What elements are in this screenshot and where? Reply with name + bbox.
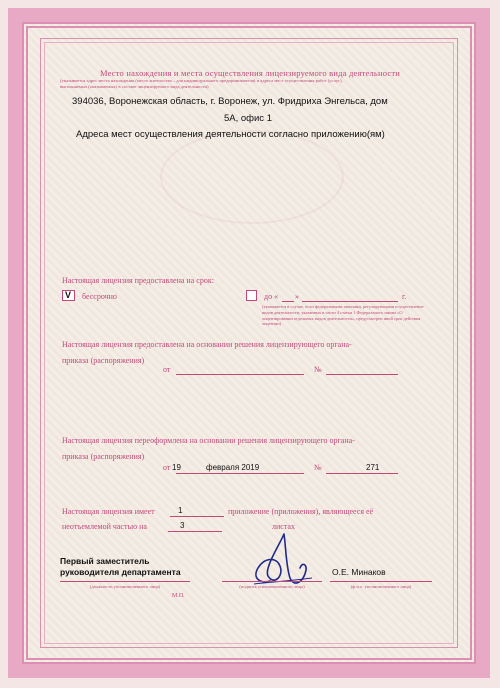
until-date-line <box>302 301 398 302</box>
basis-no-label: № <box>314 365 322 374</box>
appendix-count: 1 <box>178 506 183 515</box>
term-note: (указывается в случае, если федеральными законами, регулирующими осуществление видов деятельности, указанных в части 4 статьи 1 Федерального закона «О лицензировании отдельных видов деятельности», предусмотрен иной срок действия лицензии) <box>262 304 424 327</box>
signature-line <box>222 581 322 582</box>
reissue-date-day: 19 <box>172 463 181 472</box>
unlimited-checkbox <box>62 290 75 301</box>
signer-name: О.Е. Минаков <box>332 567 386 577</box>
basis-line-2: приказа (распоряжения) <box>62 356 145 365</box>
reissue-line-2: приказа (распоряжения) <box>62 452 145 461</box>
reissue-line-1: Настоящая лицензия переоформлена на основании решения лицензирующего органа- <box>62 436 355 445</box>
reissue-date-month-year: февраля 2019 <box>206 463 260 472</box>
appendix-sheets-line <box>168 531 222 532</box>
check-mark: V <box>65 290 72 300</box>
basis-from-label: от <box>163 365 171 374</box>
appendix-text-2: приложение (приложения), являющееся её <box>228 507 374 516</box>
appendix-text-3: неотъемлемой частью на <box>62 522 147 531</box>
caption-signature: (подпись уполномоченного лица) <box>239 584 305 589</box>
signer-position-line-2: руководителя департамента <box>60 567 181 577</box>
appendix-text-4: листах <box>272 522 295 531</box>
mp-label: М.П. <box>172 593 185 599</box>
header-title: Место нахождения и места осуществления лицензируемого вида деятельности <box>99 68 401 78</box>
caption-name: (ф.и.о. уполномоченного лица) <box>350 584 412 589</box>
basis-date-line <box>176 374 304 375</box>
name-line <box>330 581 432 582</box>
term-limited-checkbox <box>246 290 257 301</box>
appendix-sheets: 3 <box>180 521 185 530</box>
address-line-1: 394036, Воронежская область, г. Воронеж, ул. Фридриха Энгельса, дом <box>72 96 388 107</box>
watermark-emblem <box>160 130 344 224</box>
header-note-1: (указывается адрес места нахождения (место жительства – для индивидуального предпринимателя) и адреса мест осуществления работ (услуг), <box>60 78 343 83</box>
address-line-3: Адреса мест осуществления деятельности согласно приложению(ям) <box>76 129 385 140</box>
appendix-count-line <box>170 516 224 517</box>
reissue-number-line <box>326 473 398 474</box>
term-year-suffix: г. <box>402 292 407 301</box>
term-label: Настоящая лицензия предоставлена на срок: <box>62 276 214 285</box>
reissue-date-line <box>176 473 304 474</box>
signer-position-line-1: Первый заместитель <box>60 556 150 566</box>
address-line-2: 5А, офис 1 <box>224 113 272 124</box>
position-line <box>60 581 190 582</box>
appendix-text-1: Настоящая лицензия имеет <box>62 507 155 516</box>
reissue-no-label: № <box>314 463 322 472</box>
reissue-number: 271 <box>366 463 380 472</box>
basis-number-line <box>326 374 398 375</box>
reissue-from-label: от <box>163 463 171 472</box>
term-until-prefix: до « <box>264 292 279 301</box>
term-until-mid: » <box>295 292 299 301</box>
header-note-2: выполняемых (оказываемых) в составе лицензируемого вида деятельности) <box>60 84 209 89</box>
term-unlimited: бессрочно <box>82 292 117 301</box>
basis-line-1: Настоящая лицензия предоставлена на основании решения лицензирующего органа- <box>62 340 352 349</box>
caption-position: (должность уполномоченного лица) <box>89 584 161 589</box>
until-day-line <box>282 301 294 302</box>
